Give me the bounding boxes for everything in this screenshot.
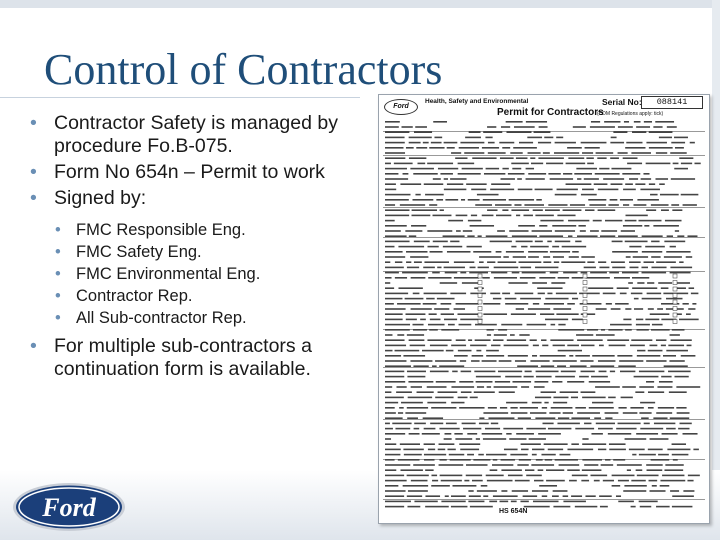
ford-logo-text: Ford bbox=[42, 493, 96, 522]
bullet-marker: • bbox=[55, 309, 61, 327]
bullet-text: Signed by: bbox=[54, 187, 147, 209]
signer-text: FMC Safety Eng. bbox=[76, 243, 202, 261]
bullet-text: Form No 654n – Permit to work bbox=[54, 161, 325, 183]
form-header: Health, Safety and Environmental bbox=[425, 98, 529, 105]
form-ford-logo: Ford bbox=[384, 99, 418, 115]
bullet-marker: • bbox=[30, 112, 37, 134]
right-band bbox=[712, 0, 720, 540]
bullet-item bbox=[30, 335, 370, 381]
signer-item bbox=[30, 219, 370, 241]
bullet-marker: • bbox=[30, 335, 37, 357]
title-divider bbox=[0, 97, 360, 98]
bullet-item bbox=[30, 112, 370, 158]
permit-form-image bbox=[378, 94, 710, 524]
bullet-text: For multiple sub-contractors a continuation form is available. bbox=[54, 335, 312, 380]
signer-item bbox=[30, 285, 370, 307]
bullet-list bbox=[30, 112, 370, 384]
bullet-marker: • bbox=[30, 187, 37, 209]
bullet-marker: • bbox=[55, 243, 61, 261]
signer-item bbox=[30, 307, 370, 329]
bullet-item bbox=[30, 161, 370, 184]
signer-text: FMC Responsible Eng. bbox=[76, 221, 246, 239]
bullet-marker: • bbox=[55, 265, 61, 283]
form-serial-label: Serial No: bbox=[602, 97, 642, 107]
signer-item bbox=[30, 263, 370, 285]
signer-text: All Sub-contractor Rep. bbox=[76, 309, 247, 327]
form-title: Permit for Contractors bbox=[497, 107, 604, 118]
slide-title: Control of Contractors bbox=[44, 45, 443, 94]
top-band bbox=[0, 0, 720, 8]
signer-item bbox=[30, 241, 370, 263]
signer-text: Contractor Rep. bbox=[76, 287, 193, 305]
ford-logo bbox=[10, 480, 128, 534]
bullet-text: Contractor Safety is managed by procedure Fo.B-075. bbox=[54, 112, 338, 157]
bullet-marker: • bbox=[55, 287, 61, 305]
form-cdm-note: (CDM Regulations apply: tick) bbox=[597, 111, 664, 117]
form-text-lines bbox=[383, 119, 705, 519]
form-code: HS 654N bbox=[499, 508, 528, 515]
form-serial-number: 088141 bbox=[641, 96, 703, 109]
signer-text: FMC Environmental Eng. bbox=[76, 265, 261, 283]
bullet-item bbox=[30, 187, 370, 210]
bullet-marker: • bbox=[55, 221, 61, 239]
bullet-marker: • bbox=[30, 161, 37, 183]
